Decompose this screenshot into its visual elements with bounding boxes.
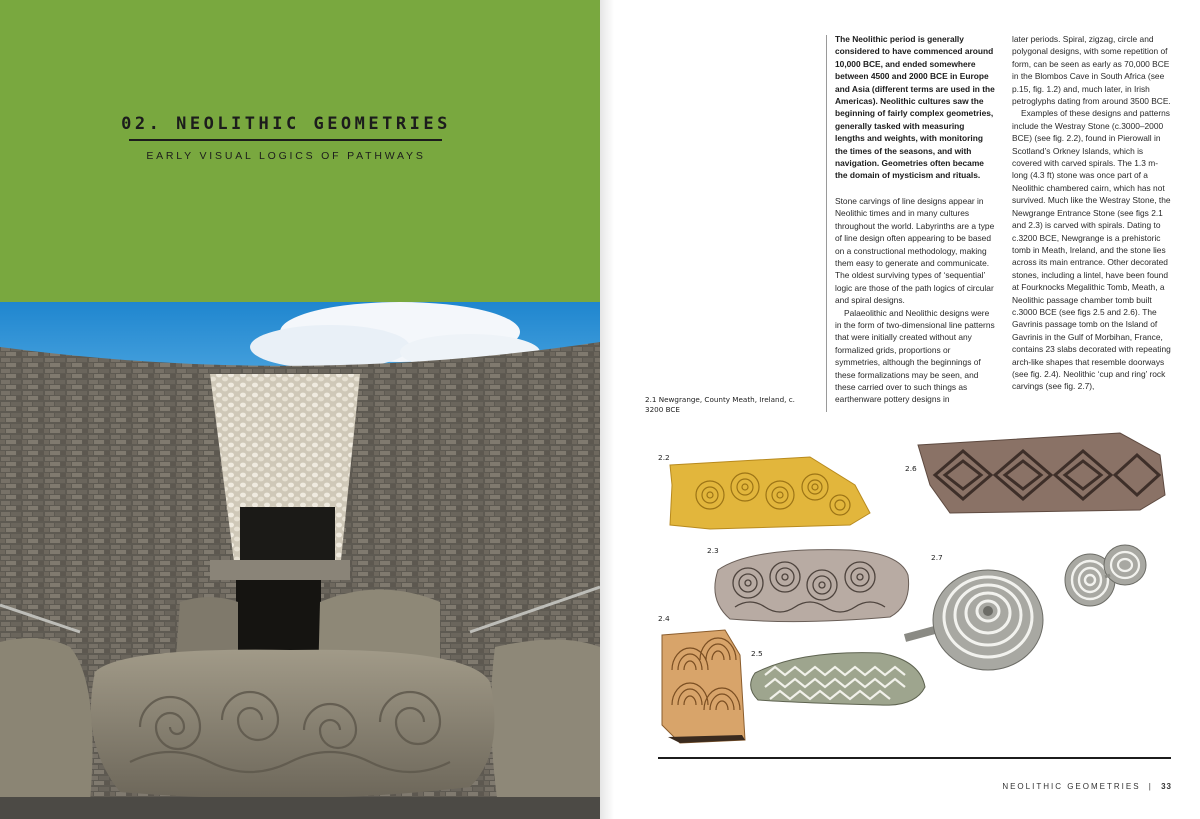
newgrange-entrance-photo bbox=[0, 302, 600, 819]
carved-stones-illustrations bbox=[600, 425, 1200, 760]
gavrinis-slab-figure bbox=[662, 630, 745, 743]
fig-label-2-7: 2.7 bbox=[931, 553, 943, 562]
text-column-1 bbox=[835, 33, 995, 406]
right-page bbox=[600, 0, 1200, 819]
photo-caption: 2.1 Newgrange, County Meath, Ireland, c. 3200 BCE bbox=[645, 395, 795, 414]
boulder bbox=[0, 638, 93, 819]
column-rule bbox=[826, 35, 827, 412]
fig-label-2-5: 2.5 bbox=[751, 649, 763, 658]
fig-label-2-3: 2.3 bbox=[707, 546, 719, 555]
title-rule bbox=[129, 139, 442, 141]
ground bbox=[0, 797, 600, 819]
fig-label-2-2: 2.2 bbox=[658, 453, 670, 462]
boulder bbox=[491, 640, 600, 819]
lead-paragraph: The Neolithic period is generally considered to have commenced around 10,000 BCE, and ended somewhere between 4500 and 2000 BCE in Europe and Asia (different terms are used in the Americas). Neolithic cultures saw the beginning of fairly complex geometries, generally tasked with measuring lengths and weights, with monitoring the times of the seasons, and with navigation. Geometries often became the domain of mysticism and rituals. bbox=[835, 34, 995, 181]
footer-separator: | bbox=[1148, 782, 1153, 791]
fourknocks-zigzag-stone-figure bbox=[751, 653, 925, 706]
body-paragraph: Stone carvings of line designs appear in Neolithic times and in many cultures throughout the world. Labyrinths are a type of line design often appearing to be based on a constructional methodology, making them easy to generate and communicate. The oldest surviving types of ‘sequential’ logic are those of the path logics of circular and spiral designs. bbox=[835, 195, 995, 306]
newgrange-entrance-stone-figure bbox=[715, 550, 909, 622]
running-head: NEOLITHIC GEOMETRIES bbox=[1002, 782, 1141, 791]
page-footer bbox=[1002, 782, 1172, 791]
text-column-2 bbox=[1012, 33, 1172, 393]
chapter-header-panel bbox=[0, 0, 600, 302]
lintel bbox=[210, 560, 350, 580]
chapter-subtitle: EARLY VISUAL LOGICS OF PATHWAYS bbox=[146, 150, 426, 162]
fig-label-2-6: 2.6 bbox=[905, 464, 917, 473]
fourknocks-lintel-figure bbox=[918, 433, 1165, 513]
cloud bbox=[250, 325, 410, 369]
body-paragraph: Examples of these designs and patterns include the Westray Stone (c.3000–2000 BCE) (see fig. 2.2), found in Pierowall in Scotland’s Orkney Islands, which is covered with carved spirals. The 1.3 m-long (4.3 ft) stone was once part of a Neolithic chambered cairn, which has not survived. Much like the Westray Stone, the Newgrange Entrance Stone (see figs 2.1 and 2.3) is carved with spirals. Dating to c.3200 BCE, Newgrange is a prehistoric tomb in Meath, Ireland, and the stone lies across its main entrance. Other decorated stones, including a lintel, have been found at Fourknocks Megalithic Tomb, Meath, a Neolithic passage chamber tomb built c.3000 BCE (see figs 2.5 and 2.6). The Gavrinis passage tomb on the Island of Gavrinis in the Gulf of Morbihan, France, contains 23 slabs decorated with repeating arch-like shapes that resemble doorways (see fig. 2.4). Neolithic ‘cup and ring’ rock carvings (see fig. 2.7), bbox=[1012, 108, 1171, 392]
page-number: 33 bbox=[1161, 782, 1172, 791]
westray-stone-figure bbox=[670, 457, 870, 529]
bottom-rule bbox=[658, 757, 1171, 759]
chapter-title: 02. NEOLITHIC GEOMETRIES bbox=[121, 114, 451, 134]
body-paragraph: later periods. Spiral, zigzag, circle and polygonal designs, with some repetition of form, can be seen as early as 70,000 BCE in the Blombos Cave in South Africa (see p.15, fig. 1.2) and, much later, in Irish petroglyphs dating from around 3500 BCE. bbox=[1012, 34, 1171, 107]
cup-and-ring-figure bbox=[905, 545, 1146, 670]
fig-label-2-4: 2.4 bbox=[658, 614, 670, 623]
body-paragraph: Palaeolithic and Neolithic designs were in the form of two-dimensional line patterns that were initially created without any formalized grids, proportions or symmetries, although the beginnings of these formalizations may be seen, and these carried over to such things as earthenware pottery designs in bbox=[835, 307, 995, 405]
entrance-stone bbox=[91, 650, 495, 799]
